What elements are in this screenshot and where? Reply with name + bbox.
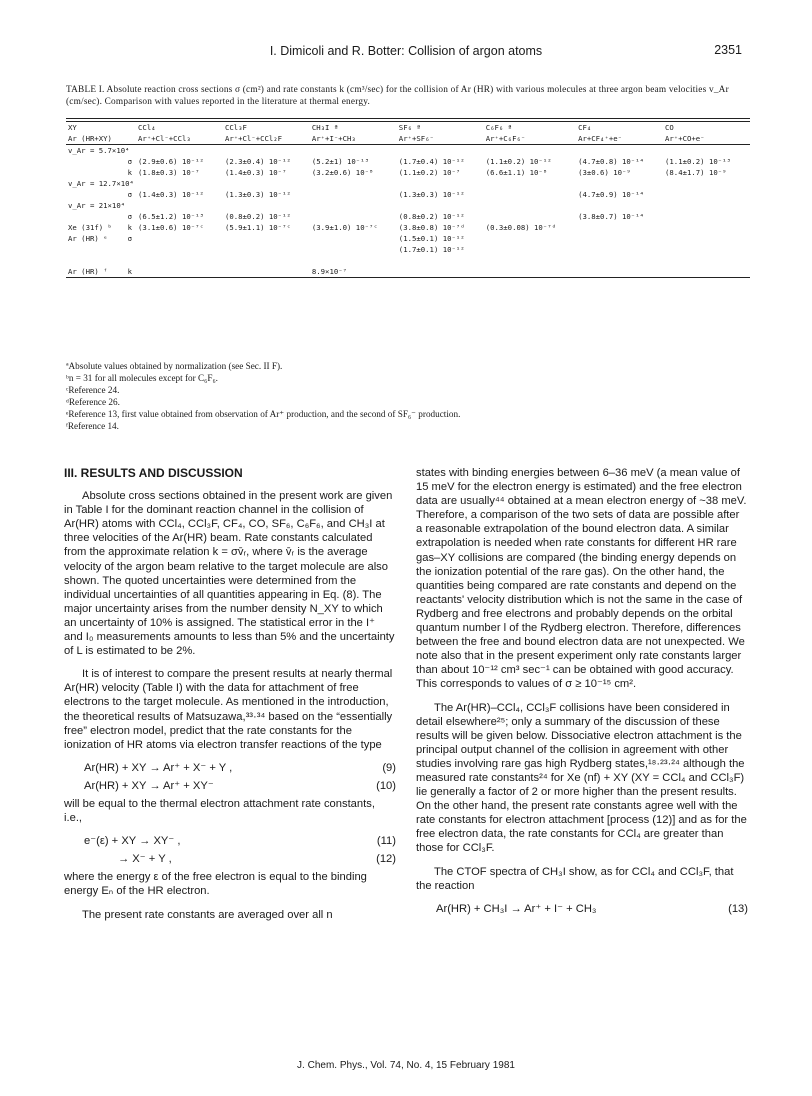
table-cell: Ar⁺+I⁻+CH₃ xyxy=(311,134,356,143)
results-table xyxy=(66,118,750,278)
equation-9 xyxy=(64,761,396,775)
table-cell xyxy=(126,244,136,255)
table-cell: (5.2±1) 10⁻¹³ xyxy=(311,157,369,166)
table-cell: (1.7±0.1) 10⁻¹² xyxy=(398,245,465,254)
table-row xyxy=(66,244,750,255)
table-rule xyxy=(66,278,750,279)
table-row xyxy=(66,233,750,244)
equation-text: Ar(HR) + XY → Ar⁺ + X⁻ + Y , xyxy=(84,761,233,774)
table-cell xyxy=(484,189,576,200)
table-cell: k xyxy=(127,223,132,232)
equation-12 xyxy=(64,852,396,866)
page-number: 2351 xyxy=(714,43,742,57)
equation-number: (13) xyxy=(728,902,748,915)
equation-11 xyxy=(64,834,396,848)
table-cell: (0.8±0.2) 10⁻¹² xyxy=(398,212,465,221)
velocity-label: v_Ar = 12.7×10⁴ xyxy=(68,179,134,188)
table-cell: σ xyxy=(127,234,132,243)
table-cell: Ar⁺+CO+e⁻ xyxy=(665,134,705,143)
footnote: ªAbsolute values obtained by normalization (see Sec. II F). xyxy=(66,361,283,371)
equation-10 xyxy=(64,779,396,793)
table-cell xyxy=(223,244,310,255)
paragraph: The present rate constants are averaged over all n xyxy=(82,908,333,921)
section-label-row xyxy=(66,200,750,211)
table-cell xyxy=(663,189,750,200)
footnote: ᶜReference 24. xyxy=(66,385,120,395)
table-cell: (5.9±1.1) 10⁻⁷ᶜ xyxy=(224,223,291,232)
table-header-row xyxy=(66,122,750,134)
table-cell xyxy=(136,266,223,278)
table-row xyxy=(66,167,750,178)
table-cell xyxy=(310,233,397,244)
paragraph: will be equal to the thermal electron attachment rate constants, i.e., xyxy=(64,797,375,825)
table-cell xyxy=(484,266,576,278)
velocity-label: v_Ar = 5.7×10⁴ xyxy=(68,146,130,155)
left-column xyxy=(64,466,396,931)
table-cell xyxy=(66,244,126,255)
paragraph: Absolute cross sections obtained in the present work are given in Table I for the dominant reaction channel in the collision of Ar(HR) atoms with CCl₄, CCl₃F, CF₄, CO, SF₆, C₆F₆, and CH₃I at three velocities of the Ar(HR) beam. Rate constants calculated from the approximate relation k = σv̄ᵣ, where v̄ᵣ is the average velocity of the argon beam relative to the target molecule are also shown. The quoted uncertainties were determined from the individual uncertainties of all quantities appearing in Eq. (8). The major uncertainty arises from the number density N_XY to which an uncertainty of 10% is assigned. The statistical error in the I⁺ and I₀ measurements amounts to less than 5% and the uncertainty of L is estimated to be 2%. xyxy=(64,490,395,658)
table-cell: Ar⁺+Cl⁻+CCl₂F xyxy=(224,134,283,143)
equation-number: (12) xyxy=(376,853,396,866)
table-cell: (1.1±0.2) 10⁻¹³ xyxy=(665,157,731,166)
table-cell: CCl₃F xyxy=(224,123,247,132)
right-column xyxy=(416,466,748,920)
table-cell xyxy=(576,233,663,244)
table-cell: Xe (31f) ᵇ xyxy=(68,223,112,232)
table-cell: 8.9×10⁻⁷ xyxy=(311,267,348,276)
table-cell: SF₆ ª xyxy=(398,123,421,132)
table-cell xyxy=(66,156,126,167)
table-cell: (1.3±0.3) 10⁻¹² xyxy=(224,190,291,199)
footnote: ᵇn = 31 for all molecules except for C₆F₆. xyxy=(66,373,218,383)
table-cell: (6.6±1.1) 10⁻⁸ xyxy=(485,168,548,177)
table-cell: (3.8±0.7) 10⁻¹⁴ xyxy=(578,212,644,221)
table-cell xyxy=(66,211,126,222)
table-cell: (0.3±0.08) 10⁻⁷ᵈ xyxy=(485,223,557,232)
table-cell: (1.1±0.2) 10⁻¹² xyxy=(485,157,552,166)
footnote: ᵉReference 13, first value obtained from observation of Ar⁺ production, and the second of SF₆⁻ production. xyxy=(66,409,461,419)
equation-13 xyxy=(416,902,748,916)
table-cell: (3.9±1.0) 10⁻⁷ᶜ xyxy=(311,223,378,232)
equation-text: → X⁻ + Y , xyxy=(118,853,172,866)
footnote: ᵈReference 26. xyxy=(66,397,120,407)
table-cell: (2.9±0.6) 10⁻¹² xyxy=(138,157,204,166)
section-heading: III. RESULTS AND DISCUSSION xyxy=(64,466,243,480)
table-cell: C₆F₆ ª xyxy=(485,123,513,132)
table-cell: (1.1±0.2) 10⁻⁷ xyxy=(398,168,461,177)
table-footnotes xyxy=(66,360,750,432)
table-cell: Ar⁺+C₆F₆⁻ xyxy=(485,134,526,143)
table-cell: Ar+CF₄⁺+e⁻ xyxy=(578,134,623,143)
table-spacer xyxy=(66,255,750,266)
running-header: I. Dimicoli and R. Botter: Collision of argon atoms xyxy=(269,44,543,58)
table-cell xyxy=(223,233,310,244)
table-cell: (1.4±0.3) 10⁻¹² xyxy=(138,190,204,199)
table-cell xyxy=(310,244,397,255)
table-cell: CCl₄ xyxy=(138,123,156,132)
table-cell: (1.7±0.4) 10⁻¹² xyxy=(398,157,465,166)
table-cell: (3.1±0.6) 10⁻⁷ᶜ xyxy=(138,223,204,232)
table-cell: (2.3±0.4) 10⁻¹² xyxy=(224,157,291,166)
table-cell xyxy=(663,244,750,255)
table-row xyxy=(66,189,750,200)
table-cell xyxy=(484,233,576,244)
table-cell xyxy=(397,266,484,278)
table-cell xyxy=(66,189,126,200)
equation-number: (9) xyxy=(382,761,396,774)
section-label-row xyxy=(66,178,750,189)
table-cell xyxy=(576,244,663,255)
table-cell xyxy=(484,211,576,222)
paragraph: The CTOF spectra of CH₃I show, as for CCl₄ and CCl₃F, that the reaction xyxy=(416,865,734,892)
table-cell xyxy=(663,222,750,233)
paragraph: states with binding energies between 6–36 meV (a mean value of 15 meV for the electron energy is estimated) and the free electron data are usually⁴⁴ obtained at a mean electron energy of ~38 meV. Therefore, a comparison of the two sets of data are possible after a reasonable extrapolation of the bound electron data. A similar extrapolation is needed when rate constants for different HR rare gas–XY collisions are compared (the binding energy depends on the ionization potential of the rare gas). On the other hand, the quantities being compared are rate constants and depend on the reactants' velocity distribution which is not the same in the case of Rydberg and free electrons and probably depends on the orbital quantum number l of the Rydberg electron. Therefore, differences between the free and bound electron data are not unexpected. We note also that in the present experiment only rate constants larger than about 10⁻¹² cm³ sec⁻¹ can be obtained with good accuracy. This corresponds to values of σ ≥ 10⁻¹⁵ cm². xyxy=(416,467,747,691)
table-cell xyxy=(136,244,223,255)
equation-text: e⁻(ε) + XY → XY⁻ , xyxy=(84,835,181,848)
equation-number: (10) xyxy=(376,779,396,792)
table-cell xyxy=(484,244,576,255)
table-cell: CF₄ xyxy=(578,123,592,132)
table-cell: σ xyxy=(127,190,132,199)
table-cell xyxy=(310,211,397,222)
table-cell xyxy=(66,167,126,178)
journal-footer: J. Chem. Phys., Vol. 74, No. 4, 15 February 1981 xyxy=(297,1060,515,1071)
equation-number: (11) xyxy=(376,835,396,848)
table-cell: (1.3±0.3) 10⁻¹² xyxy=(398,190,465,199)
table-cell: σ xyxy=(127,157,132,166)
table-cell: Ar (HR) ᵉ xyxy=(68,234,108,243)
table-cell xyxy=(310,189,397,200)
table-cell: CH₃I ª xyxy=(311,123,339,132)
velocity-label: v_Ar = 21×10⁴ xyxy=(68,201,126,210)
table-cell: k xyxy=(127,168,132,177)
table-cell: (1.4±0.3) 10⁻⁷ xyxy=(224,168,287,177)
table-cell: (4.7±0.9) 10⁻¹⁴ xyxy=(578,190,644,199)
table-caption: TABLE I. Absolute reaction cross sections σ (cm²) and rate constants k (cm³/sec) for the collision of Ar (HR) with various molecules at three argon beam velocities v_Ar (cm/sec). Comparison with values reported in the literature at thermal energy. xyxy=(66,85,729,107)
paragraph: where the energy ε of the free electron is equal to the binding energy Eₙ of the HR electron. xyxy=(64,871,367,898)
table-cell: (1.5±0.1) 10⁻¹² xyxy=(398,234,465,243)
table-cell xyxy=(136,233,223,244)
table-cell xyxy=(576,222,663,233)
table-cell: k xyxy=(127,267,132,276)
table-cell: XY xyxy=(68,123,77,132)
table-cell: (1.8±0.3) 10⁻⁷ xyxy=(138,168,200,177)
table-cell: Ar (HR) ᶠ xyxy=(68,267,108,276)
paragraph: It is of interest to compare the present results at nearly thermal Ar(HR) velocity (Table I) with the data for attachment of free electrons to the target molecule. As mentioned in the introduction, the theoretical results of Matsuzawa,³³·³⁴ based on the “essentially free” electron model, predict that the rate constants for the ionization of HR atoms via electron transfer reactions of the type xyxy=(64,668,393,751)
table-cell: (3.8±0.8) 10⁻⁷ᵈ xyxy=(398,223,465,232)
table-cell: (6.5±1.2) 10⁻¹³ xyxy=(138,212,204,221)
table-cell: Ar⁺+Cl⁻+CCl₃ xyxy=(138,134,191,143)
table-cell: (0.8±0.2) 10⁻¹² xyxy=(224,212,291,221)
equation-text: Ar(HR) + CH₃I → Ar⁺ + I⁻ + CH₃ xyxy=(436,902,597,915)
table-header-row xyxy=(66,133,750,145)
table-cell xyxy=(576,266,663,278)
table-cell: (3±0.6) 10⁻⁹ xyxy=(578,168,631,177)
table-cell xyxy=(223,266,310,278)
table-row xyxy=(66,211,750,222)
table-cell: σ xyxy=(127,212,132,221)
table-cell: Ar (HR+XY) xyxy=(68,134,112,143)
table-cell xyxy=(663,266,750,278)
table-cell xyxy=(126,122,136,134)
paragraph: The Ar(HR)–CCl₄, CCl₃F collisions have been considered in detail elsewhere²⁵; only a summary of the discussion of these results will be given below. Dissociative electron attachment is the principal output channel of the collision in agreement with other studies involving rare gas high Rydberg states,¹⁸·²³·²⁴ although the measured rate constants²⁴ for Xe (nf) + XY (XY = CCl₄ and CCl₃F) lie generally a factor of 2 or more higher than the present results. On the other hand, the present rate constants agree well with the rate constants for electron attachment [process (12)] and as for the free electron data, the rate constants for CCl₄ are greater than those for CCl₃F. xyxy=(416,701,747,855)
table-row xyxy=(66,156,750,167)
table-cell xyxy=(663,211,750,222)
footnote: ᶠReference 14. xyxy=(66,421,119,431)
table-cell: (8.4±1.7) 10⁻⁹ xyxy=(665,168,727,177)
equation-text: Ar(HR) + XY → Ar⁺ + XY⁻ xyxy=(84,779,214,792)
table-cell: (4.7±0.8) 10⁻¹⁴ xyxy=(578,157,644,166)
table-cell xyxy=(663,233,750,244)
section-label-row xyxy=(66,145,750,156)
table-1 xyxy=(66,118,750,278)
table-row xyxy=(66,222,750,233)
table-cell: (3.2±0.6) 10⁻⁸ xyxy=(311,168,374,177)
table-cell: CO xyxy=(665,123,674,132)
table-cell: Ar⁺+SF₆⁻ xyxy=(398,134,434,143)
table-row xyxy=(66,266,750,278)
table-cell xyxy=(126,133,136,145)
